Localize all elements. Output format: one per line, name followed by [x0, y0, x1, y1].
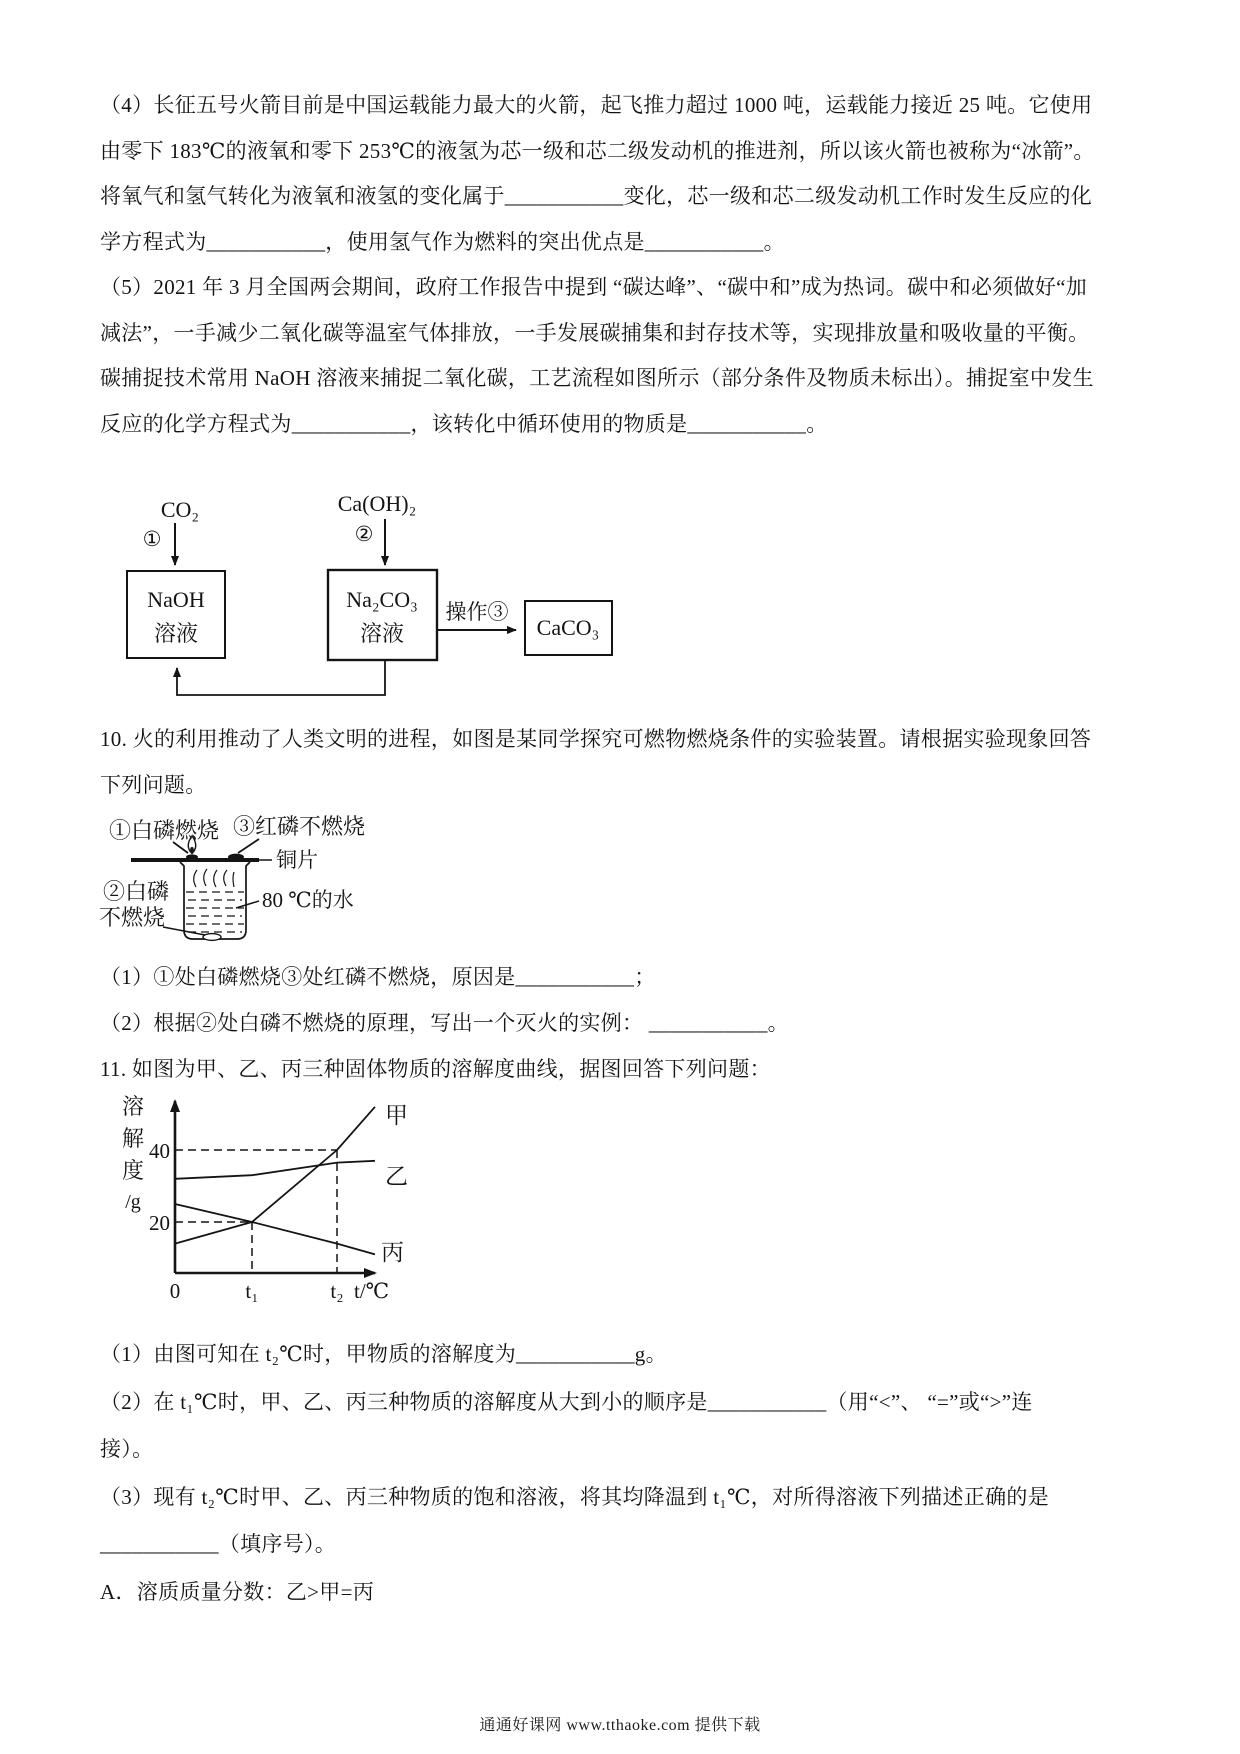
q10-subquestions [100, 955, 1150, 1046]
ylabel-char-3: 度 [121, 1158, 145, 1183]
combustion-experiment-diagram [95, 808, 475, 963]
q10-sub-1: （1）①处白磷燃烧③处红磷不燃烧，原因是___________； [100, 965, 656, 989]
flame-core [190, 847, 194, 852]
question-10-block [100, 717, 1150, 808]
ylabel-char-4: /g [125, 1191, 141, 1213]
ytick-40: 40 [149, 1139, 170, 1163]
experiment-label-2a: ②白磷 [103, 879, 170, 904]
q11-sub-2-line-1: （2）在 t₁℃时，甲、乙、丙三种物质的溶解度从大到小的顺序是___________（用“<”、 “=”或“>”连 [100, 1389, 1033, 1414]
q5-line-2: 减法”，一手减少二氧化碳等温室气体排放，一手发展碳捕集和封存技术等，实现排放量和吸收量的平衡。 [100, 320, 1090, 345]
curve-label-yi: 乙 [385, 1164, 408, 1189]
ylabel-char-1: 溶 [121, 1094, 145, 1119]
page-footer: 通通好课网 www.tthaoke.com 提供下载 [479, 1717, 761, 1734]
curve-label-jia: 甲 [385, 1103, 408, 1128]
flowchart-caoh2-label: Ca(OH)₂ [337, 491, 417, 516]
carbon-capture-flowchart [100, 483, 660, 711]
experiment-label-3: ③红磷不燃烧 [233, 814, 366, 839]
curve-jia [175, 1107, 375, 1244]
q10-sub-2: （2）根据②处白磷不燃烧的原理，写出一个灭火的实例： ___________。 [100, 1010, 789, 1035]
pointer-line-water [236, 901, 259, 908]
xtick-0: 0 [169, 1279, 181, 1303]
q4-line-2: 由零下 183℃的液氧和零下 253℃的液氢为芯一级和芯二级发动机的推进剂，所以该火箭也被称为“冰箭”。 [100, 138, 1095, 163]
flowchart-na2co3-title: Na₂CO₃ [346, 587, 418, 612]
pointer-line-1 [173, 842, 188, 853]
flowchart-na2co3-sub: 溶液 [359, 621, 405, 646]
flowchart-recycle-loop [177, 660, 385, 695]
q10-line-1: 10. 火的利用推动了人类文明的进程，如图是某同学探究可燃物燃烧条件的实验装置。请根据实验现象回答 [100, 727, 1092, 751]
flowchart-step2-circle: ② [354, 522, 374, 546]
q11-intro-line: 11. 如图为甲、乙、丙三种固体物质的溶解度曲线，据图回答下列问题： [100, 1057, 771, 1081]
q10-line-2: 下列问题。 [100, 772, 207, 797]
flowchart-na2co3-box [328, 570, 437, 660]
q5-line-1: （5）2021 年 3 月全国两会期间，政府工作报告中提到 “碳达峰”、“碳中和”成为热词。碳中和必须做好“加 [100, 275, 1088, 299]
experiment-label-1: ①白磷燃烧 [109, 818, 220, 843]
ylabel-char-2: 解 [121, 1126, 145, 1151]
flowchart-operation-label: 操作③ [445, 600, 509, 624]
white-phosphorus-burning [186, 854, 198, 859]
flowchart-step1-circle: ① [142, 527, 162, 551]
copper-label: 铜片 [276, 848, 318, 872]
x-axis-unit: t/℃ [354, 1279, 390, 1303]
q4-line-3: 将氧气和氢气转化为液氧和液氢的变化属于___________变化，芯一级和芯二级发动机工作时发生反应的化 [100, 184, 1093, 208]
xtick-t2: t₂ [330, 1279, 344, 1303]
curve-bing [175, 1204, 375, 1254]
q11-option-a: A．溶质质量分数：乙>甲=丙 [100, 1579, 375, 1604]
q5-line-3: 碳捕捉技术常用 NaOH 溶液来捕捉二氧化碳，工艺流程如图所示（部分条件及物质未标出）。捕捉室中发生 [100, 366, 1094, 390]
dashed-guides [175, 1150, 337, 1273]
question-4-5-block [100, 83, 1150, 447]
solubility-chart [95, 1083, 430, 1335]
q11-sub-2-line-2: 接）。 [100, 1437, 154, 1461]
curve-yi [175, 1161, 375, 1179]
q5-line-4: 反应的化学方程式为___________，该转化中循环使用的物质是___________。 [100, 411, 828, 436]
water-temp-label: 80 ℃的水 [262, 888, 354, 912]
q4-line-1: （4）长征五号火箭目前是中国运载能力最大的火箭，起飞推力超过 1000 吨，运载能力接近 25 吨。它使用 [100, 93, 1093, 117]
water-dashes [186, 892, 244, 932]
curve-label-bing: 丙 [381, 1240, 404, 1265]
q11-sub-3-line-1: （3）现有 t₂℃时甲、乙、丙三种物质的饱和溶液，将其均降温到 t₁℃，对所得溶液下列描述正确的是 [100, 1484, 1049, 1509]
red-phosphorus-lump [228, 854, 244, 861]
xtick-t1: t₁ [245, 1279, 259, 1303]
flowchart-naoh-sub: 溶液 [153, 621, 199, 646]
flowchart-co2-label: CO₂ [160, 497, 200, 522]
experiment-label-2b: 不燃烧 [99, 905, 166, 930]
q11-subquestions [100, 1331, 1150, 1616]
pointer-line-3 [238, 839, 259, 853]
flowchart-caco3-title: CaCO₃ [536, 615, 600, 640]
q11-sub-1: （1）由图可知在 t₂℃时，甲物质的溶解度为___________g。 [100, 1342, 667, 1366]
ytick-20: 20 [149, 1211, 170, 1235]
white-phosphorus-underwater [203, 934, 221, 941]
q4-line-4: 学方程式为___________，使用氢气作为燃料的突出优点是___________。 [100, 229, 785, 254]
q11-sub-3-line-2: ___________（填序号）。 [100, 1532, 337, 1556]
steam-lines [194, 869, 234, 887]
flowchart-naoh-title: NaOH [147, 587, 205, 612]
